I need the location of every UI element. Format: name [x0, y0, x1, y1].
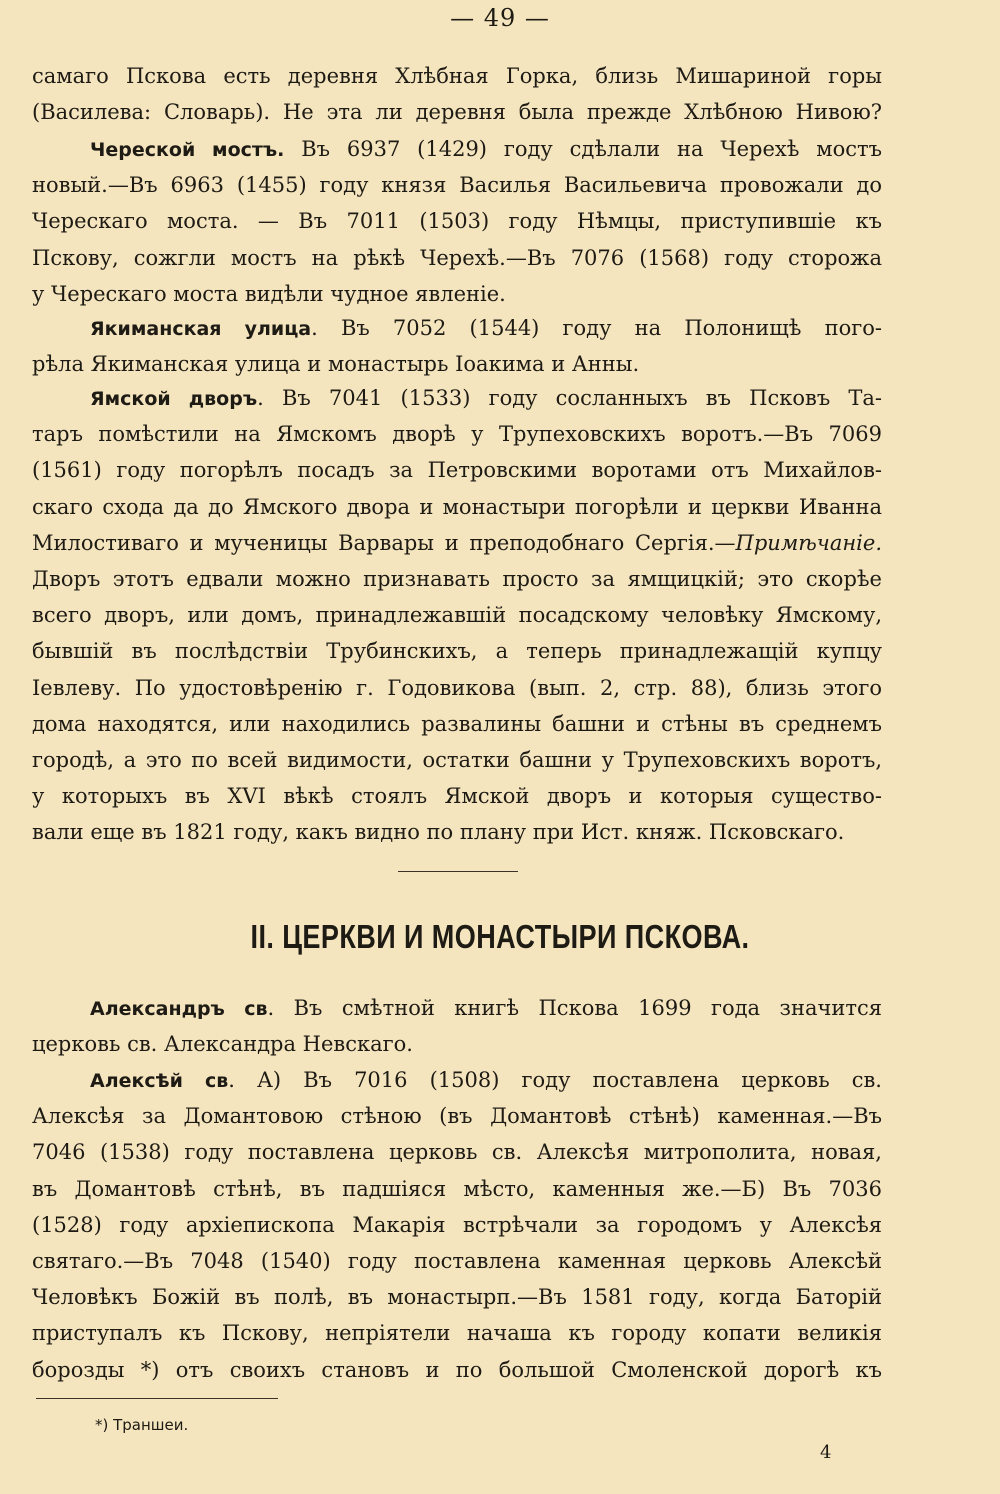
text-line: 7046 (1538) году поставлена церковь св. Алексѣя митрополита, новая, — [32, 1140, 882, 1165]
text-line: святаго.—Въ 7048 (1540) году поставлена каменная церковь Алексѣй — [32, 1248, 882, 1273]
text-line: Дворъ этотъ едвали можно признавать просто за ямщицкій; это скорѣе — [32, 566, 882, 591]
entry-chereskoy-most — [32, 131, 882, 312]
entry-text: . А) Въ 7016 (1508) году поставлена церковь св. — [228, 1068, 882, 1092]
page-number: — 49 — — [450, 4, 550, 32]
entry-text: Въ 6937 (1429) году сдѣлали на Черехѣ мостъ — [284, 137, 882, 161]
text-line: бывшій въ послѣдствіи Трубинскихъ, а теперь принадлежащій купцу — [32, 639, 882, 664]
note-line — [32, 525, 882, 561]
text-line: самаго Пскова есть деревня Хлѣбная Горка, близь Мишариной горы — [32, 64, 882, 88]
text-line: (1561) году погорѣлъ посадъ за Петровскими воротами отъ Михайлов- — [32, 458, 882, 483]
entry-yakimanskaya — [32, 310, 882, 382]
text-line: у которыхъ въ XVI вѣкѣ стоялъ Ямской дворъ и которыя существо- — [32, 784, 882, 809]
entry-text: . Въ 7041 (1533) году сосланныхъ въ Псковъ Та- — [257, 386, 882, 410]
text-line: городѣ, а это по всей видимости, остатки башни у Трупеховскихъ воротъ, — [32, 747, 882, 772]
text-line: у Черескаго моста видѣли чудное явленіе. — [32, 281, 506, 306]
entry-yamskoy-dvor — [32, 380, 882, 850]
entry-first-line — [32, 990, 882, 1026]
entry-first-line — [32, 131, 882, 167]
note-label: Примѣчаніе. — [735, 530, 882, 555]
text-line: борозды *) отъ своихъ становъ и по большой Смоленской дорогѣ къ — [32, 1357, 882, 1382]
text-line: скаго схода да до Ямского двора и монастыри погорѣли и церкви Иванна — [32, 494, 882, 519]
text-line: Алексѣя за Домантовою стѣною (въ Домантовѣ стѣнѣ) каменная.—Въ — [32, 1104, 882, 1129]
entry-term: Череской мостъ. — [90, 139, 285, 161]
entry-aleksey — [32, 1062, 882, 1388]
entry-term: Якиманская улица — [90, 318, 312, 340]
text-line: дома находятся, или находились развалины башни и стѣны въ среднемъ — [32, 711, 882, 736]
entry-text: . Въ смѣтной книгѣ Пскова 1699 года значится — [267, 996, 882, 1020]
entry-text: . Въ 7052 (1544) году на Полонищѣ пого- — [311, 316, 882, 340]
text-line: новый.—Въ 6963 (1455) году князя Василья Васильевича провожали до — [32, 173, 882, 198]
signature-mark: 4 — [820, 1442, 832, 1463]
section-title: II. ЦЕРКВИ И МОНАСТЫРИ ПСКОВА. — [250, 918, 750, 955]
text-line: рѣла Якиманская улица и монастырь Іоакима и Анны. — [32, 352, 640, 377]
text-line: всего дворъ, или домъ, принадлежавшій посадскому человѣку Ямскому, — [32, 603, 882, 628]
text-line: въ Домантовѣ стѣнѣ, въ падшіяся мѣсто, каменныя же.—Б) Въ 7036 — [32, 1176, 882, 1201]
text-line: таръ помѣстили на Ямскомъ дворѣ у Трупеховскихъ воротъ.—Въ 7069 — [32, 422, 882, 447]
text-line: Человѣкъ Божій въ полѣ, въ монастырп.—Въ 1581 году, когда Баторій — [32, 1285, 882, 1310]
footnote-rule — [36, 1398, 278, 1399]
entry-first-line — [32, 1062, 882, 1098]
entry-text: Милостиваго и мученицы Варвары и преподобнаго Сергія.— — [32, 530, 736, 555]
entry-first-line — [32, 380, 882, 416]
section-divider — [398, 871, 518, 872]
entry-aleksandr — [32, 990, 882, 1062]
footnote: *) Траншеи. — [95, 1416, 189, 1434]
entry-term: Александръ св — [90, 998, 268, 1020]
text-line: Черескаго моста. — Въ 7011 (1503) году Нѣмцы, приступившіе къ — [32, 209, 882, 234]
text-line: Пскову, сожгли мостъ на рѣкѣ Черехѣ.—Въ 7076 (1568) году сторожа — [32, 245, 882, 270]
text-line: (Василева: Словарь). Не эта ли деревня была прежде Хлѣбною Нивою? — [32, 100, 882, 125]
paragraph-continuation — [32, 58, 882, 130]
entry-term: Ямской дворъ — [90, 388, 258, 410]
entry-term: Алексѣй св — [90, 1070, 229, 1092]
text-line: Іевлеву. По удостовѣренію г. Годовикова (вып. 2, стр. 88), близь этого — [32, 675, 882, 700]
text-line: приступалъ къ Пскову, непріятели начаша къ городу копати великія — [32, 1321, 882, 1346]
entry-first-line — [32, 310, 882, 346]
text-line: церковь св. Александра Невскаго. — [32, 1032, 413, 1057]
text-line: вали еще въ 1821 году, какъ видно по плану при Ист. княж. Псковскаго. — [32, 820, 845, 845]
text-line: (1528) году архіепископа Макарія встрѣчали за городомъ у Алексѣя — [32, 1212, 882, 1237]
